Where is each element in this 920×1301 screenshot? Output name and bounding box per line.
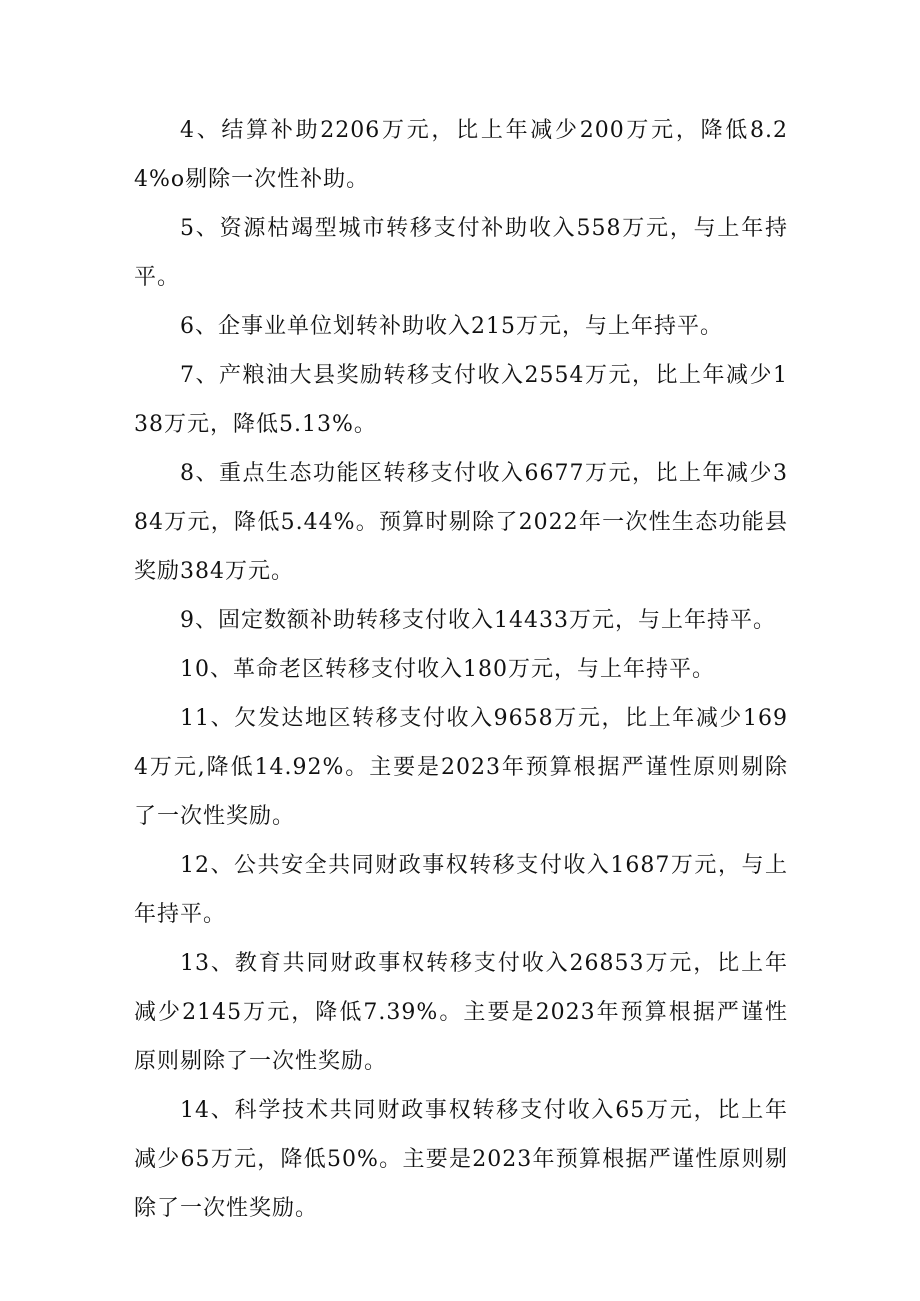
paragraph-item-6: 6、企事业单位划转补助收入215万元，与上年持平。 <box>180 314 723 339</box>
paragraph-item-13: 13、教育共同财政事权转移支付收入26853万元，比上年减少2145万元，降低7.39%。主要是2023年预算根据严谨性原则剔除了一次性奖励。 <box>134 951 788 1074</box>
paragraph-item-4: 4、结算补助2206万元，比上年减少200万元，降低8.24%o剔除一次性补助。 <box>134 118 788 192</box>
paragraph-item-14: 14、科学技术共同财政事权转移支付收入65万元，比上年减少65万元，降低50%。主要是2023年预算根据严谨性原则剔除了一次性奖励。 <box>134 1098 788 1221</box>
paragraph-item-10: 10、革命老区转移支付收入180万元，与上年持平。 <box>180 657 715 682</box>
paragraph-item-7: 7、产粮油大县奖励转移支付收入2554万元，比上年减少138万元，降低5.13%。 <box>134 363 788 437</box>
paragraph-item-8: 8、重点生态功能区转移支付收入6677万元，比上年减少384万元，降低5.44%。预算时剔除了2022年一次性生态功能县奖励384万元。 <box>134 461 788 584</box>
paragraph-item-11: 11、欠发达地区转移支付收入9658万元，比上年减少1694万元,降低14.92%。主要是2023年预算根据严谨性原则剔除了一次性奖励。 <box>134 706 788 829</box>
document-body <box>134 106 788 1233</box>
paragraph-item-12: 12、公共安全共同财政事权转移支付收入1687万元，与上年持平。 <box>134 853 788 927</box>
paragraph-item-5: 5、资源枯竭型城市转移支付补助收入558万元，与上年持平。 <box>134 216 788 290</box>
paragraph-item-9: 9、固定数额补助转移支付收入14433万元，与上年持平。 <box>180 608 776 633</box>
